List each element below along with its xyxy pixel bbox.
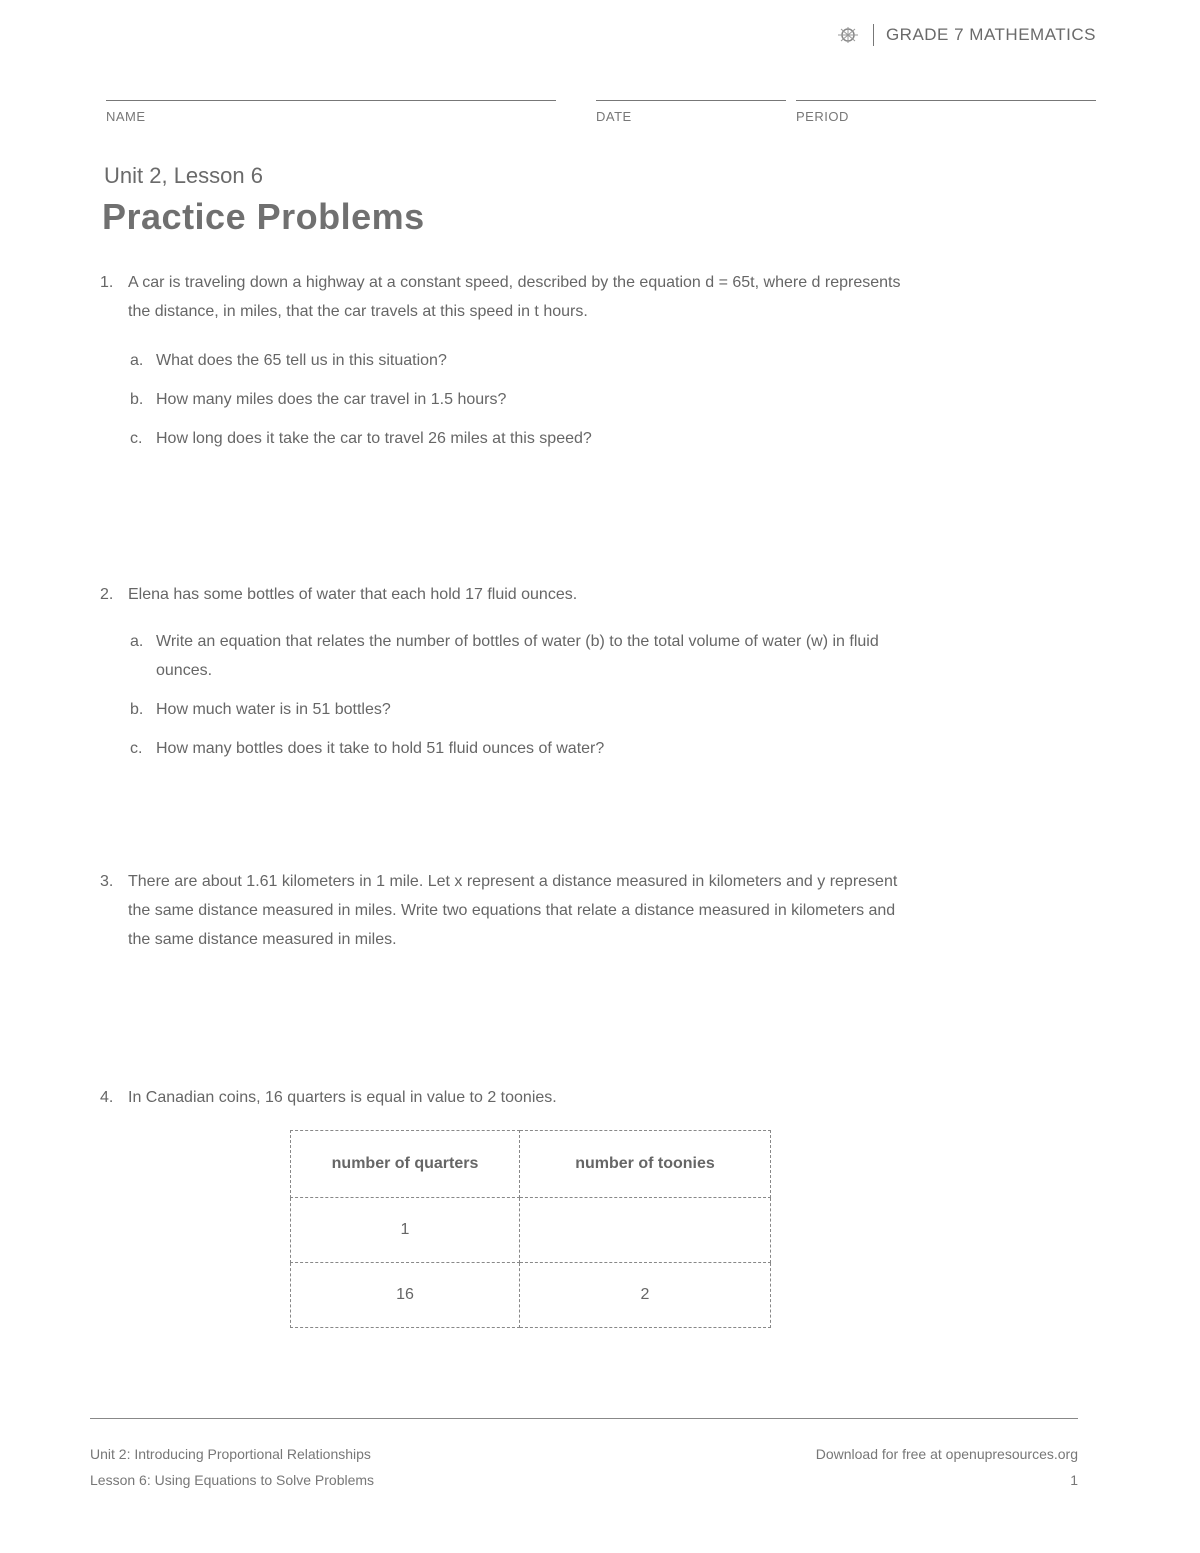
page-header (835, 24, 1096, 46)
course-label: GRADE 7 MATHEMATICS (885, 25, 1096, 44)
table-header-row (291, 1131, 771, 1198)
part-text: How many bottles does it take to hold 51 fluid ounces of water? (156, 740, 605, 757)
part-text: Write an equation that relates the number of bottles of water (b) to the total volume of water (w) in fluid ounces. (156, 633, 879, 679)
part-text: How long does it take the car to travel 26 miles at this speed? (156, 430, 592, 447)
page-number: 1 (1070, 1472, 1078, 1488)
table-cell: 1 (291, 1198, 520, 1263)
problem-stem: A car is traveling down a highway at a constant speed, described by the equation d = 65t, where d represents the distance, in miles, that the car travels at this speed in t hours. (128, 274, 901, 320)
unit-lesson-title: Unit 2, Lesson 6 (104, 163, 263, 188)
table-header-quarters: number of quarters (291, 1131, 520, 1198)
table-row (291, 1198, 771, 1263)
table-cell-blank[interactable] (520, 1198, 771, 1263)
table-cell: 16 (291, 1263, 520, 1328)
part-letter: a. (130, 352, 144, 369)
footer-left (90, 1441, 374, 1493)
footer-lesson: Lesson 6: Using Equations to Solve Problems (90, 1472, 375, 1488)
part-text: How much water is in 51 bottles? (156, 701, 391, 718)
page-title: Practice Problems (102, 196, 425, 237)
part-letter: b. (130, 701, 144, 718)
quarters-toonies-table (290, 1130, 771, 1328)
problem-part (130, 424, 910, 453)
part-text: How many miles does the car travel in 1.5 hours? (156, 391, 507, 408)
period-field[interactable] (796, 100, 986, 124)
part-letter: c. (130, 430, 143, 447)
table-cell: 2 (520, 1263, 771, 1328)
problem-4 (100, 1083, 920, 1112)
date-field[interactable] (596, 100, 786, 124)
problem-stem: In Canadian coins, 16 quarters is equal in value to 2 toonies. (128, 1089, 557, 1106)
footer-divider (90, 1418, 1078, 1419)
problem-number: 3. (100, 873, 114, 890)
problem-3 (100, 867, 910, 954)
part-letter: b. (130, 391, 144, 408)
extra-line (986, 100, 1096, 109)
problem-2 (100, 580, 910, 763)
part-letter: c. (130, 740, 143, 757)
period-label: PERIOD (796, 109, 849, 124)
problem-part (130, 385, 910, 414)
problem-part (130, 695, 910, 724)
table-row (291, 1263, 771, 1328)
logo-icon (835, 25, 861, 45)
problem-part (130, 627, 910, 685)
problem-1 (100, 268, 910, 453)
table-header-toonies: number of toonies (520, 1131, 771, 1198)
part-text: What does the 65 tell us in this situation? (156, 352, 447, 369)
footer-unit: Unit 2: Introducing Proportional Relationships (90, 1446, 371, 1462)
date-label: DATE (596, 109, 632, 124)
footer-right (816, 1441, 1078, 1493)
problem-part (130, 734, 910, 763)
student-info-row (106, 100, 1096, 140)
problem-stem: There are about 1.61 kilometers in 1 mile. Let x represent a distance measured in kilometers and y represent the same distance measured in miles. Write two equations that relate a distance measured in kilometers and the same distance measured in miles. (128, 873, 898, 948)
problem-number: 2. (100, 586, 114, 603)
name-field[interactable] (106, 100, 556, 124)
problem-part (130, 346, 910, 375)
header-divider (873, 24, 874, 46)
part-letter: a. (130, 633, 144, 650)
problem-number: 4. (100, 1089, 114, 1106)
problem-stem: Elena has some bottles of water that each hold 17 fluid ounces. (128, 586, 578, 603)
problem-number: 1. (100, 274, 114, 291)
footer-download-link[interactable]: Download for free at openupresources.org (815, 1446, 1078, 1462)
name-label: NAME (106, 109, 146, 124)
